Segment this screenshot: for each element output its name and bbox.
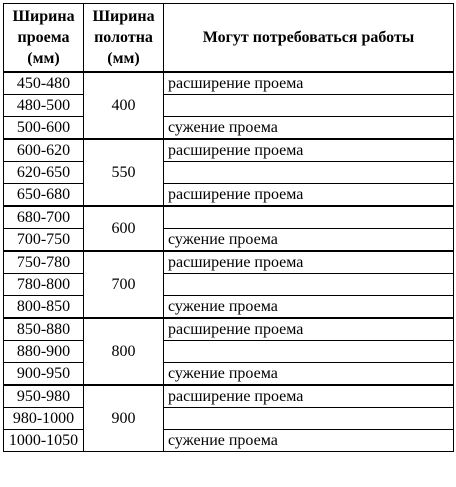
- table-row: [4, 117, 454, 140]
- header-line: проема: [17, 29, 70, 46]
- table-header-row: [4, 4, 454, 73]
- required-work-cell: сужение проема: [164, 229, 454, 252]
- header-line: Ширина: [12, 8, 75, 25]
- opening-width-cell: 600-620: [4, 139, 84, 162]
- header-line: Ширина: [92, 8, 155, 25]
- leaf-width-cell: 900: [84, 385, 164, 452]
- opening-width-cell: 750-780: [4, 251, 84, 274]
- required-work-cell: сужение проема: [164, 363, 454, 386]
- table-row: [4, 385, 454, 408]
- leaf-width-cell: 550: [84, 139, 164, 206]
- opening-width-cell: 800-850: [4, 296, 84, 319]
- required-work-cell: сужение проема: [164, 430, 454, 452]
- leaf-width-cell: 800: [84, 318, 164, 385]
- table-row: [4, 72, 454, 95]
- table-row: [4, 274, 454, 296]
- leaf-width-cell: 700: [84, 251, 164, 318]
- table-row: [4, 408, 454, 430]
- required-work-cell: расширение проема: [164, 184, 454, 207]
- opening-width-header: [4, 4, 84, 73]
- opening-width-cell: 880-900: [4, 341, 84, 363]
- opening-width-cell: 780-800: [4, 274, 84, 296]
- required-work-cell: [164, 162, 454, 184]
- required-work-cell: сужение проема: [164, 296, 454, 319]
- leaf-width-header: [84, 4, 164, 73]
- required-work-cell: расширение проема: [164, 385, 454, 408]
- table-row: [4, 139, 454, 162]
- required-work-cell: [164, 206, 454, 229]
- opening-width-cell: 1000-1050: [4, 430, 84, 452]
- opening-width-cell: 680-700: [4, 206, 84, 229]
- table-row: [4, 184, 454, 207]
- works-header: Могут потребоваться работы: [164, 4, 454, 73]
- required-work-cell: [164, 274, 454, 296]
- table-row: [4, 162, 454, 184]
- required-work-cell: расширение проема: [164, 318, 454, 341]
- table-row: [4, 296, 454, 319]
- table-row: [4, 229, 454, 252]
- required-work-cell: расширение проема: [164, 72, 454, 95]
- required-work-cell: сужение проема: [164, 117, 454, 140]
- table-row: [4, 206, 454, 229]
- leaf-width-cell: 400: [84, 72, 164, 139]
- opening-width-cell: 980-1000: [4, 408, 84, 430]
- header-line: (мм): [107, 50, 140, 67]
- opening-width-cell: 650-680: [4, 184, 84, 207]
- table-row: [4, 318, 454, 341]
- opening-width-cell: 480-500: [4, 95, 84, 117]
- required-work-cell: [164, 408, 454, 430]
- opening-width-cell: 500-600: [4, 117, 84, 140]
- required-work-cell: [164, 341, 454, 363]
- table-row: [4, 341, 454, 363]
- required-work-cell: [164, 95, 454, 117]
- opening-width-cell: 700-750: [4, 229, 84, 252]
- table-body: [4, 72, 454, 452]
- table-row: [4, 430, 454, 452]
- leaf-width-cell: 600: [84, 206, 164, 251]
- opening-width-cell: 950-980: [4, 385, 84, 408]
- required-work-cell: расширение проема: [164, 139, 454, 162]
- table-row: [4, 363, 454, 386]
- required-work-cell: расширение проема: [164, 251, 454, 274]
- table-row: [4, 251, 454, 274]
- opening-width-cell: 450-480: [4, 72, 84, 95]
- table-row: [4, 95, 454, 117]
- header-line: полотна: [94, 29, 153, 46]
- opening-width-cell: 850-880: [4, 318, 84, 341]
- door-width-table: [3, 3, 454, 452]
- opening-width-cell: 620-650: [4, 162, 84, 184]
- header-line: (мм): [27, 50, 60, 67]
- opening-width-cell: 900-950: [4, 363, 84, 386]
